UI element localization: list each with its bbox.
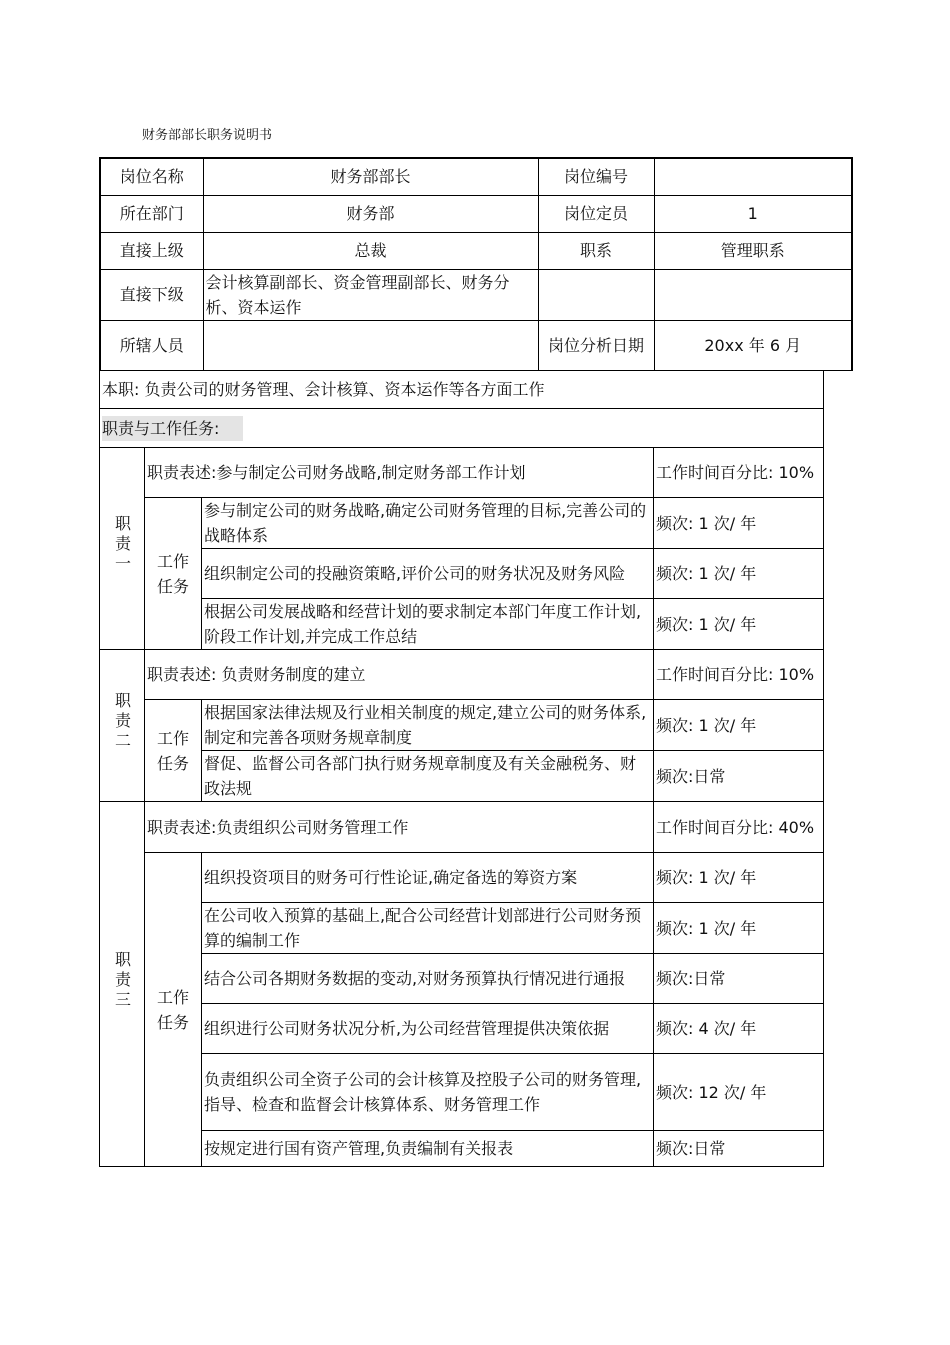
value-direct-superior: 总裁 (203, 232, 538, 269)
task-label: 工作任务 (145, 700, 202, 802)
task-frequency: 频次: 4 次/ 年 (654, 1004, 824, 1054)
label-direct-subordinates: 直接下级 (100, 269, 203, 320)
value-job-family: 管理职系 (654, 232, 852, 269)
responsibility-2-time-percent: 工作时间百分比: 10% (654, 650, 824, 700)
task-frequency: 频次: 1 次/ 年 (654, 903, 824, 954)
task-frequency: 频次: 12 次/ 年 (654, 1054, 824, 1131)
tasks-heading: 职责与工作任务: (102, 416, 243, 441)
responsibility-1-time-percent: 工作时间百分比: 10% (654, 448, 824, 498)
task-label: 工作任务 (145, 498, 202, 650)
header-info-table (99, 157, 853, 371)
empty-cell (538, 269, 654, 320)
responsibility-1-label: 职责一 (100, 448, 145, 650)
task-frequency: 频次:日常 (654, 1131, 824, 1167)
responsibility-3-time-percent: 工作时间百分比: 40% (654, 802, 824, 853)
document-title: 财务部部长职务说明书 (142, 128, 273, 143)
value-headcount: 1 (654, 195, 852, 232)
responsibility-3-description: 职责表述:负责组织公司财务管理工作 (145, 802, 654, 853)
value-position-code (654, 158, 852, 195)
task-item: 组织进行公司财务状况分析,为公司经营管理提供决策依据 (202, 1004, 654, 1054)
task-item: 负责组织公司全资子公司的会计核算及控股子公司的财务管理,指导、检查和监督会计核算体系、财务管理工作 (202, 1054, 654, 1131)
task-frequency: 频次: 1 次/ 年 (654, 549, 824, 599)
task-item: 按规定进行国有资产管理,负责编制有关报表 (202, 1131, 654, 1167)
task-frequency: 频次:日常 (654, 954, 824, 1004)
label-headcount: 岗位定员 (538, 195, 654, 232)
label-job-family: 职系 (538, 232, 654, 269)
task-item: 组织制定公司的投融资策略,评价公司的财务状况及财务风险 (202, 549, 654, 599)
value-staff-under (203, 320, 538, 370)
task-item: 根据公司发展战略和经营计划的要求制定本部门年度工作计划,阶段工作计划,并完成工作总结 (202, 599, 654, 650)
task-item: 根据国家法律法规及行业相关制度的规定,建立公司的财务体系,制定和完善各项财务规章制度 (202, 700, 654, 751)
empty-cell (654, 269, 852, 320)
value-analysis-date: 20xx 年 6 月 (654, 320, 852, 370)
responsibility-1-description: 职责表述:参与制定公司财务战略,制定财务部工作计划 (145, 448, 654, 498)
label-staff-under: 所辖人员 (100, 320, 203, 370)
label-analysis-date: 岗位分析日期 (538, 320, 654, 370)
label-position-name: 岗位名称 (100, 158, 203, 195)
task-item: 参与制定公司的财务战略,确定公司财务管理的目标,完善公司的战略体系 (202, 498, 654, 549)
task-label: 工作任务 (145, 853, 202, 1167)
responsibility-3-label: 职责三 (100, 802, 145, 1167)
task-frequency: 频次: 1 次/ 年 (654, 498, 824, 549)
label-position-code: 岗位编号 (538, 158, 654, 195)
label-department: 所在部门 (100, 195, 203, 232)
value-position-name: 财务部部长 (203, 158, 538, 195)
task-frequency: 频次: 1 次/ 年 (654, 700, 824, 751)
task-frequency: 频次: 1 次/ 年 (654, 599, 824, 650)
label-direct-superior: 直接上级 (100, 232, 203, 269)
tasks-heading-cell (100, 409, 824, 448)
task-item: 组织投资项目的财务可行性论证,确定备选的筹资方案 (202, 853, 654, 903)
responsibilities-table (99, 370, 824, 1167)
task-item: 结合公司各期财务数据的变动,对财务预算执行情况进行通报 (202, 954, 654, 1004)
task-frequency: 频次:日常 (654, 751, 824, 802)
task-frequency: 频次: 1 次/ 年 (654, 853, 824, 903)
responsibility-2-description: 职责表述: 负责财务制度的建立 (145, 650, 654, 700)
task-item: 在公司收入预算的基础上,配合公司经营计划部进行公司财务预算的编制工作 (202, 903, 654, 954)
primary-duty: 本职: 负责公司的财务管理、会计核算、资本运作等各方面工作 (100, 371, 824, 409)
task-item: 督促、监督公司各部门执行财务规章制度及有关金融税务、财政法规 (202, 751, 654, 802)
value-department: 财务部 (203, 195, 538, 232)
responsibility-2-label: 职责二 (100, 650, 145, 802)
value-direct-subordinates: 会计核算副部长、资金管理副部长、财务分析、资本运作 (203, 269, 538, 320)
